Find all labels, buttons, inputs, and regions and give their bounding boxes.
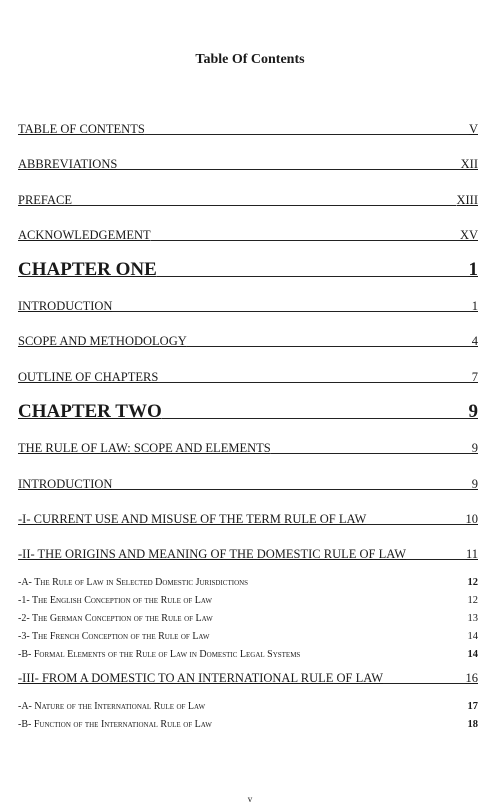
toc-entry-label: -III- FROM A DOMESTIC TO AN INTERNATIONAL RULE OF LAW — [18, 671, 384, 685]
toc-entry-label: INTRODUCTION — [18, 477, 113, 491]
toc-entry-label: -2- The German Conception of the Rule of Law — [18, 613, 213, 624]
toc-entry-page: 9 — [471, 441, 478, 455]
toc-entry-page: XIII — [456, 193, 478, 207]
leader-line — [187, 346, 472, 347]
toc-entry-label: TABLE OF CONTENTS — [18, 122, 145, 136]
toc-entry-page: 10 — [465, 512, 478, 526]
toc-entry-page: V — [468, 122, 478, 136]
toc-entry[interactable] — [18, 595, 478, 606]
toc-entry[interactable] — [18, 631, 478, 642]
toc-entry-label: -A- The Rule of Law in Selected Domestic Jurisdictions — [18, 577, 249, 588]
toc-entry[interactable] — [18, 299, 478, 314]
toc-entry-page: 4 — [471, 334, 478, 348]
toc-entry-label: CHAPTER ONE — [18, 259, 157, 280]
toc-entry[interactable] — [18, 193, 478, 208]
toc-entry-page: 1 — [471, 299, 478, 313]
toc-entry-label: -B- Function of the International Rule of Law — [18, 719, 212, 730]
toc-entry[interactable] — [18, 613, 478, 624]
toc-entry[interactable] — [18, 334, 478, 349]
toc-entry-label: ACKNOWLEDGEMENT — [18, 228, 151, 242]
toc-entry-page: 11 — [465, 547, 478, 561]
toc-entry-page: 12 — [467, 595, 478, 606]
toc-entry-label: PREFACE — [18, 193, 72, 207]
leader-line — [157, 276, 469, 277]
toc-entry-label: OUTLINE OF CHAPTERS — [18, 370, 159, 384]
toc-entry[interactable] — [18, 701, 478, 712]
toc-entry-page: 13 — [467, 613, 478, 624]
toc-entry-page: 16 — [465, 671, 478, 685]
toc-entry-page: 7 — [471, 370, 478, 384]
toc-entry[interactable] — [18, 671, 478, 686]
toc-entry-label: -II- THE ORIGINS AND MEANING OF THE DOMESTIC RULE OF LAW — [18, 547, 407, 561]
leader-line — [383, 683, 465, 684]
toc-entry-page: 12 — [467, 577, 478, 588]
leader-line — [112, 311, 471, 312]
toc-entry-page: 9 — [471, 477, 478, 491]
toc-entry-page: 1 — [468, 259, 478, 280]
toc-entry[interactable] — [18, 719, 478, 730]
toc-entry-label: -1- The English Conception of the Rule of Law — [18, 595, 213, 606]
leader-line — [158, 382, 471, 383]
toc-entry-label: INTRODUCTION — [18, 299, 113, 313]
toc-entry[interactable] — [18, 577, 478, 588]
toc-entry[interactable] — [18, 477, 478, 492]
leader-line — [145, 134, 469, 135]
toc-entry-page: 14 — [467, 631, 478, 642]
leader-line — [112, 489, 471, 490]
toc-entry[interactable] — [18, 512, 478, 527]
toc-entry-label: ABBREVIATIONS — [18, 157, 118, 171]
toc-entry-label: -B- Formal Elements of the Rule of Law in Domestic Legal Systems — [18, 649, 301, 660]
leader-line — [117, 169, 460, 170]
toc-entry-page: 18 — [467, 719, 478, 730]
toc-entry-page: 9 — [468, 401, 478, 422]
leader-line — [151, 240, 460, 241]
toc-entry-label: SCOPE AND METHODOLOGY — [18, 334, 187, 348]
page-number: v — [247, 794, 253, 804]
toc-entry-page: XII — [460, 157, 478, 171]
leader-line — [366, 524, 465, 525]
page-title: Table Of Contents — [195, 52, 305, 67]
toc-entry-label: -3- The French Conception of the Rule of Law — [18, 631, 210, 642]
toc-entry[interactable] — [18, 157, 478, 172]
toc-entry[interactable] — [18, 547, 478, 562]
toc-entry-label: -I- CURRENT USE AND MISUSE OF THE TERM RULE OF LAW — [18, 512, 367, 526]
chapter-heading[interactable] — [18, 401, 478, 423]
toc-entry[interactable] — [18, 649, 478, 660]
leader-line — [72, 205, 457, 206]
toc-entry[interactable] — [18, 370, 478, 385]
toc-entry-label: -A- Nature of the International Rule of Law — [18, 701, 206, 712]
toc-entry[interactable] — [18, 441, 478, 456]
toc-entry-page: 14 — [467, 649, 478, 660]
leader-line — [162, 418, 469, 419]
toc-entry-page: XV — [459, 228, 478, 242]
toc-entry-page: 17 — [467, 701, 478, 712]
leader-line — [406, 559, 466, 560]
leader-line — [271, 453, 472, 454]
toc-entry[interactable] — [18, 122, 478, 137]
toc-entry[interactable] — [18, 228, 478, 243]
toc-entry-label: THE RULE OF LAW: SCOPE AND ELEMENTS — [18, 441, 271, 455]
toc-entry-label: CHAPTER TWO — [18, 401, 162, 422]
chapter-heading[interactable] — [18, 259, 478, 281]
